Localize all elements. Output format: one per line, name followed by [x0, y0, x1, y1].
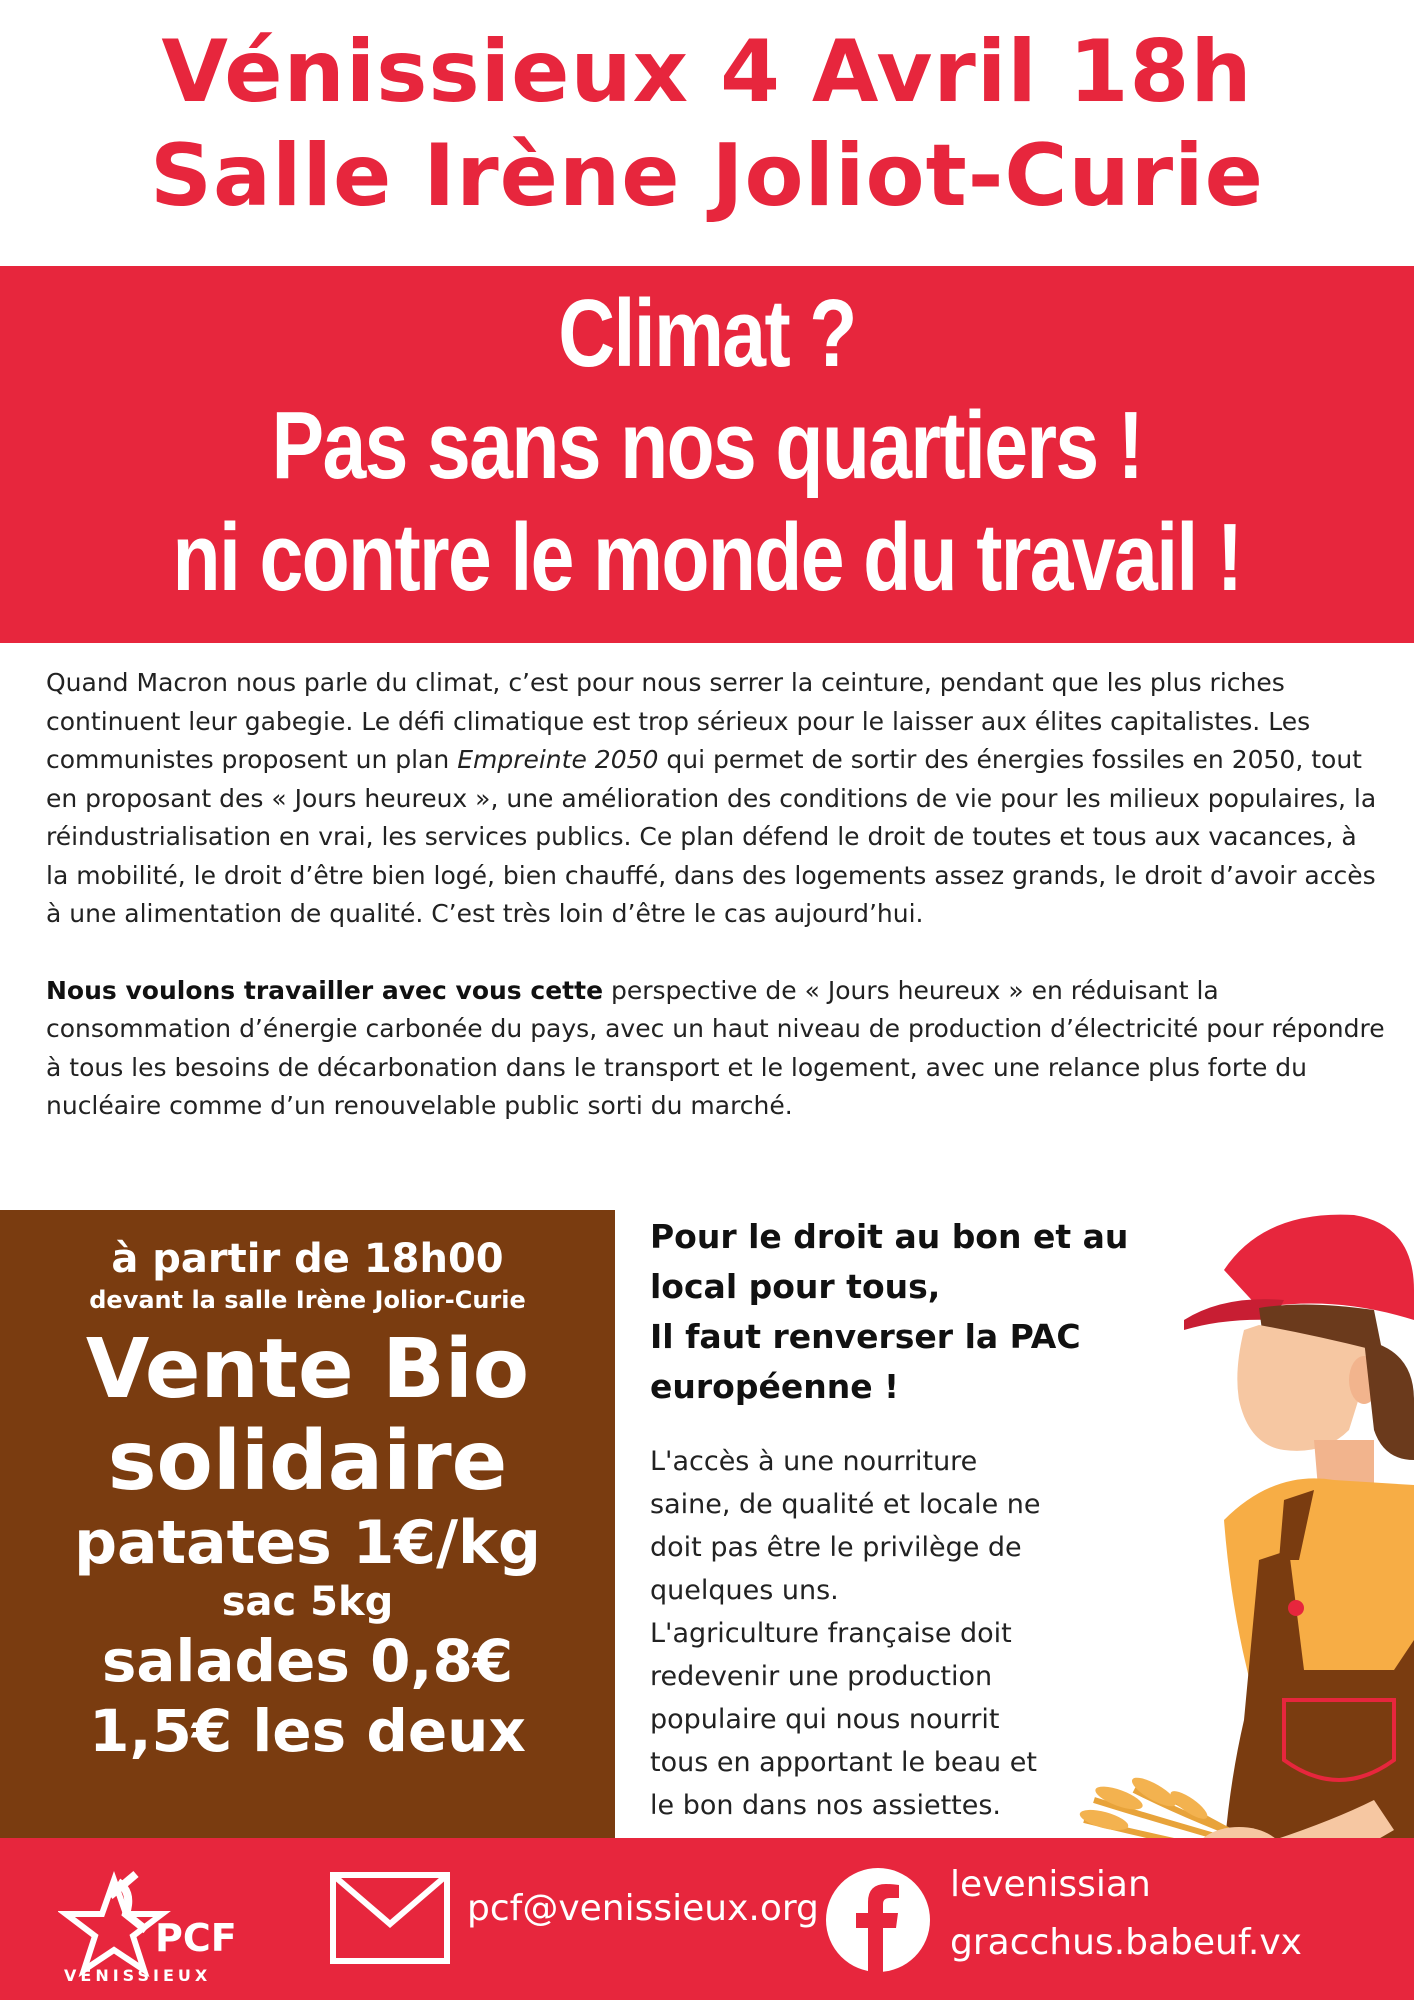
facebook-account-2[interactable]: gracchus.babeuf.vx	[950, 1922, 1302, 1963]
paragraph-1-text-cont: qui permet de sortir des énergies fossiles en 2050, tout en proposant des « Jours heureux », une amélioration des conditions de vie pour les milieux populaires, la réindustrialisation en vrai, les services publics. Ce plan défend le droit de toutes et tous aux vacances, à la mobilité, le droit d’être bien logé, bien chauffé, dans des logements assez grands, le droit d’avoir accès à une alimentation de qualité. C’est très loin d’être le cas aujourd’hui.	[46, 745, 1377, 928]
plan-name: Empreinte 2050	[457, 745, 659, 774]
contact-email[interactable]: pcf@venissieux.org	[467, 1888, 819, 1929]
sale-title-2: solidaire	[107, 1414, 508, 1509]
mail-icon	[330, 1872, 450, 1964]
pac-section	[650, 1212, 1250, 1827]
salads-pair-price: 1,5€ les deux	[89, 1697, 526, 1765]
event-venue-line: Salle Irène Joliot-Curie	[150, 126, 1264, 226]
slogan-banner	[0, 266, 1414, 643]
potatoes-price: patates 1€/kg	[74, 1508, 541, 1578]
sale-place: devant la salle Irène Jolior-Curie	[89, 1286, 526, 1314]
paragraph-2	[46, 972, 1386, 1126]
slogan-line-1: Climat ?	[558, 280, 856, 387]
sale-time: à partir de 18h00	[111, 1236, 504, 1282]
pcf-logo-text: PCF	[155, 1916, 237, 1960]
pac-heading: Pour le droit au bon et au local pour tous, Il faut renverser la PAC européenne !	[650, 1217, 1129, 1406]
paragraph-2-lead: Nous voulons travailler avec vous cette	[46, 975, 604, 1005]
event-header	[0, 20, 1414, 228]
facebook-account-1[interactable]: levenissian	[950, 1864, 1151, 1905]
paragraph-2-text: perspective de « Jours heureux » en réduisant la consommation d’énergie carbonée du pays, avec un haut niveau de production d’électricité pour répondre à tous les besoins de décarbonation dans le transport et le logement, avec une relance plus forte du nucléaire comme d’un renouvelable public sorti du marché.	[46, 975, 1385, 1120]
slogan-line-3: ni contre le monde du travail !	[172, 504, 1242, 611]
body-text	[46, 664, 1386, 1126]
organic-sale-box	[0, 1210, 615, 1838]
bag-size: sac 5kg	[221, 1579, 394, 1625]
sale-title-1: Vente Bio	[85, 1322, 530, 1417]
footer	[0, 1838, 1414, 2000]
event-date-line: Vénissieux 4 Avril 18h	[161, 22, 1253, 122]
facebook-icon	[826, 1868, 930, 1972]
pac-text: L'accès à une nourriture saine, de qualité et locale ne doit pas être le privilège de quelques uns. L'agriculture française doit redevenir une production populaire qui nous nourrit tous en apportant le beau et le bon dans nos assiettes.	[650, 1446, 1041, 1821]
paragraph-1-text: Quand Macron nous parle du climat, c’est pour nous serrer la ceinture, pendant que les plus riches continuent leur gabegie. Le défi climatique est trop sérieux pour le laisser aux élites capitalistes. Les communistes proposent un plan	[46, 668, 1311, 774]
salads-price: salades 0,8€	[101, 1627, 514, 1695]
slogan-line-2: Pas sans nos quartiers !	[271, 392, 1143, 499]
pcf-logo-subtitle: VÉNISSIEUX	[64, 1966, 212, 1985]
paragraph-1	[46, 664, 1386, 934]
